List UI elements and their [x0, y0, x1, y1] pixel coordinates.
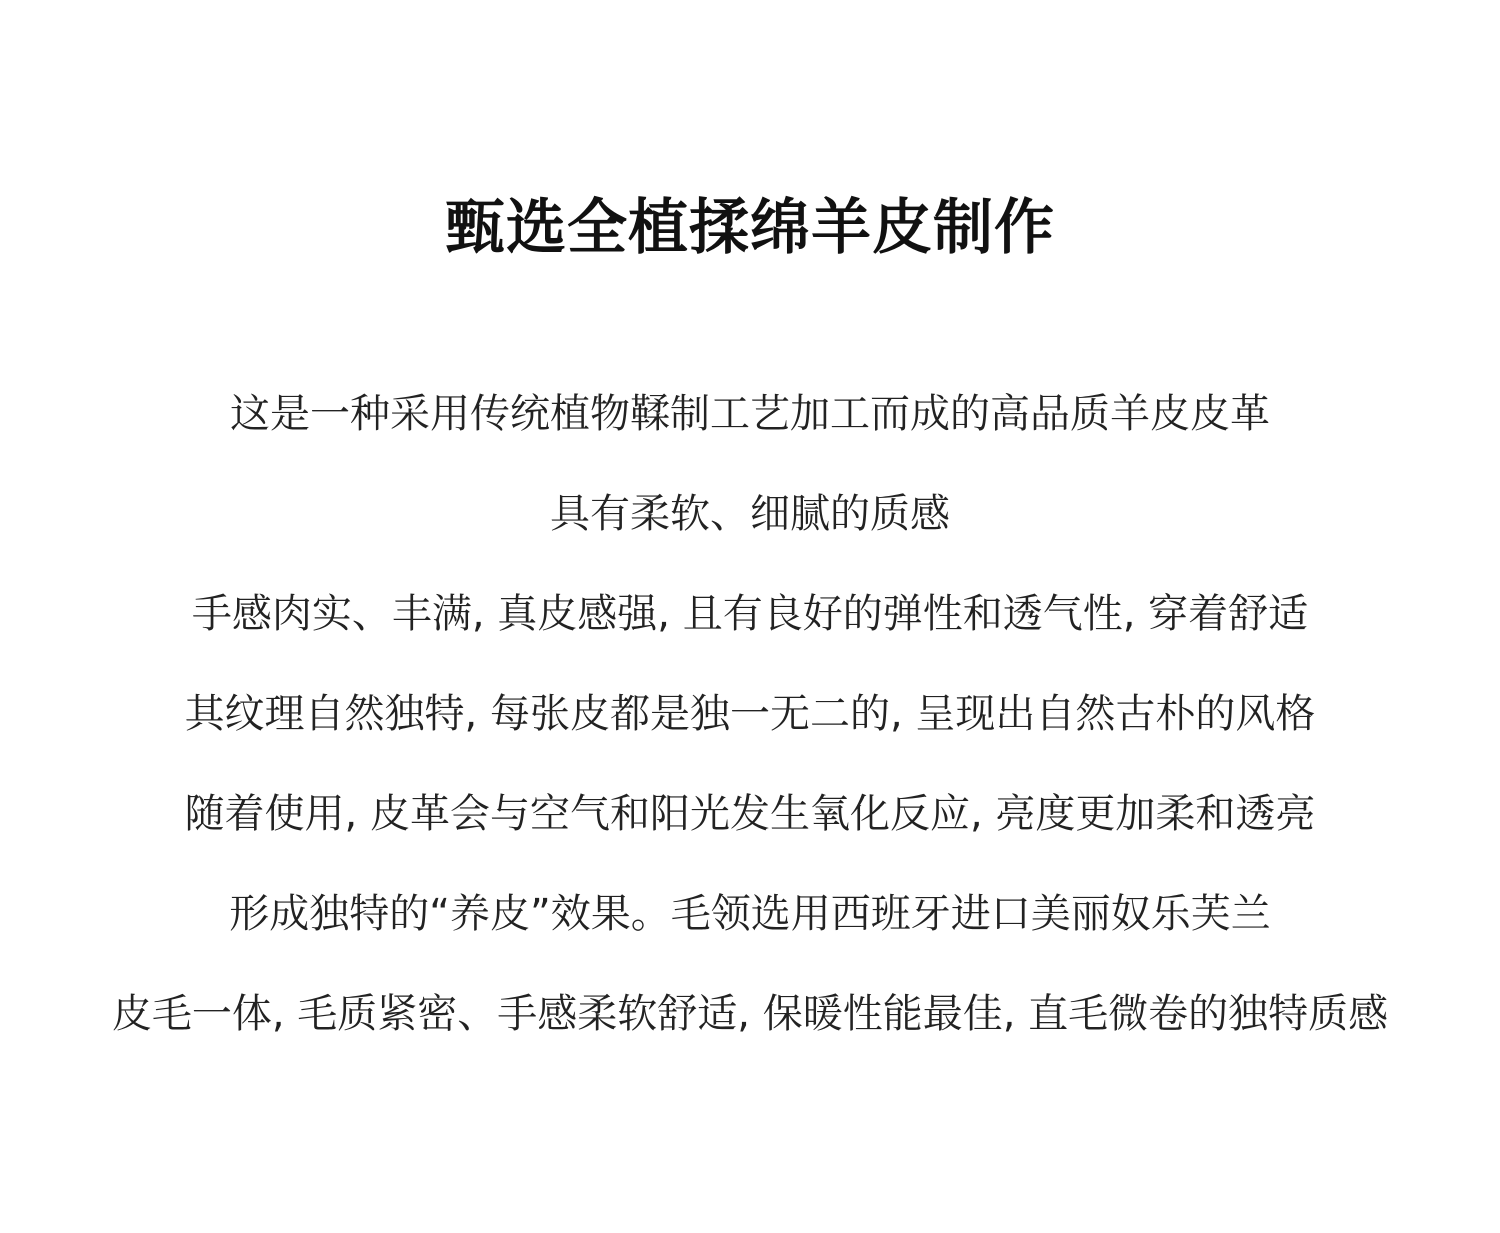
description-line: 其纹理自然独特, 每张皮都是独一无二的, 呈现出自然古朴的风格: [184, 691, 1316, 737]
description-line: 随着使用, 皮革会与空气和阳光发生氧化反应, 亮度更加柔和透亮: [184, 791, 1316, 837]
description-line: 这是一种采用传统植物鞣制工艺加工而成的高品质羊皮皮革: [230, 391, 1270, 437]
description-line: 形成独特的“养皮”效果。毛领选用西班牙进口美丽奴乐芙兰: [229, 891, 1271, 937]
description-line: 具有柔软、细腻的质感: [550, 491, 950, 537]
description-line: 皮毛一体, 毛质紧密、手感柔软舒适, 保暖性能最佳, 直毛微卷的独特质感: [111, 991, 1389, 1037]
page-title: 甄选全植揉绵羊皮制作: [445, 193, 1055, 263]
description-line: 手感肉实、丰满, 真皮感强, 且有良好的弹性和透气性, 穿着舒适: [191, 591, 1309, 637]
description-paragraph: [0, 382, 1500, 1082]
